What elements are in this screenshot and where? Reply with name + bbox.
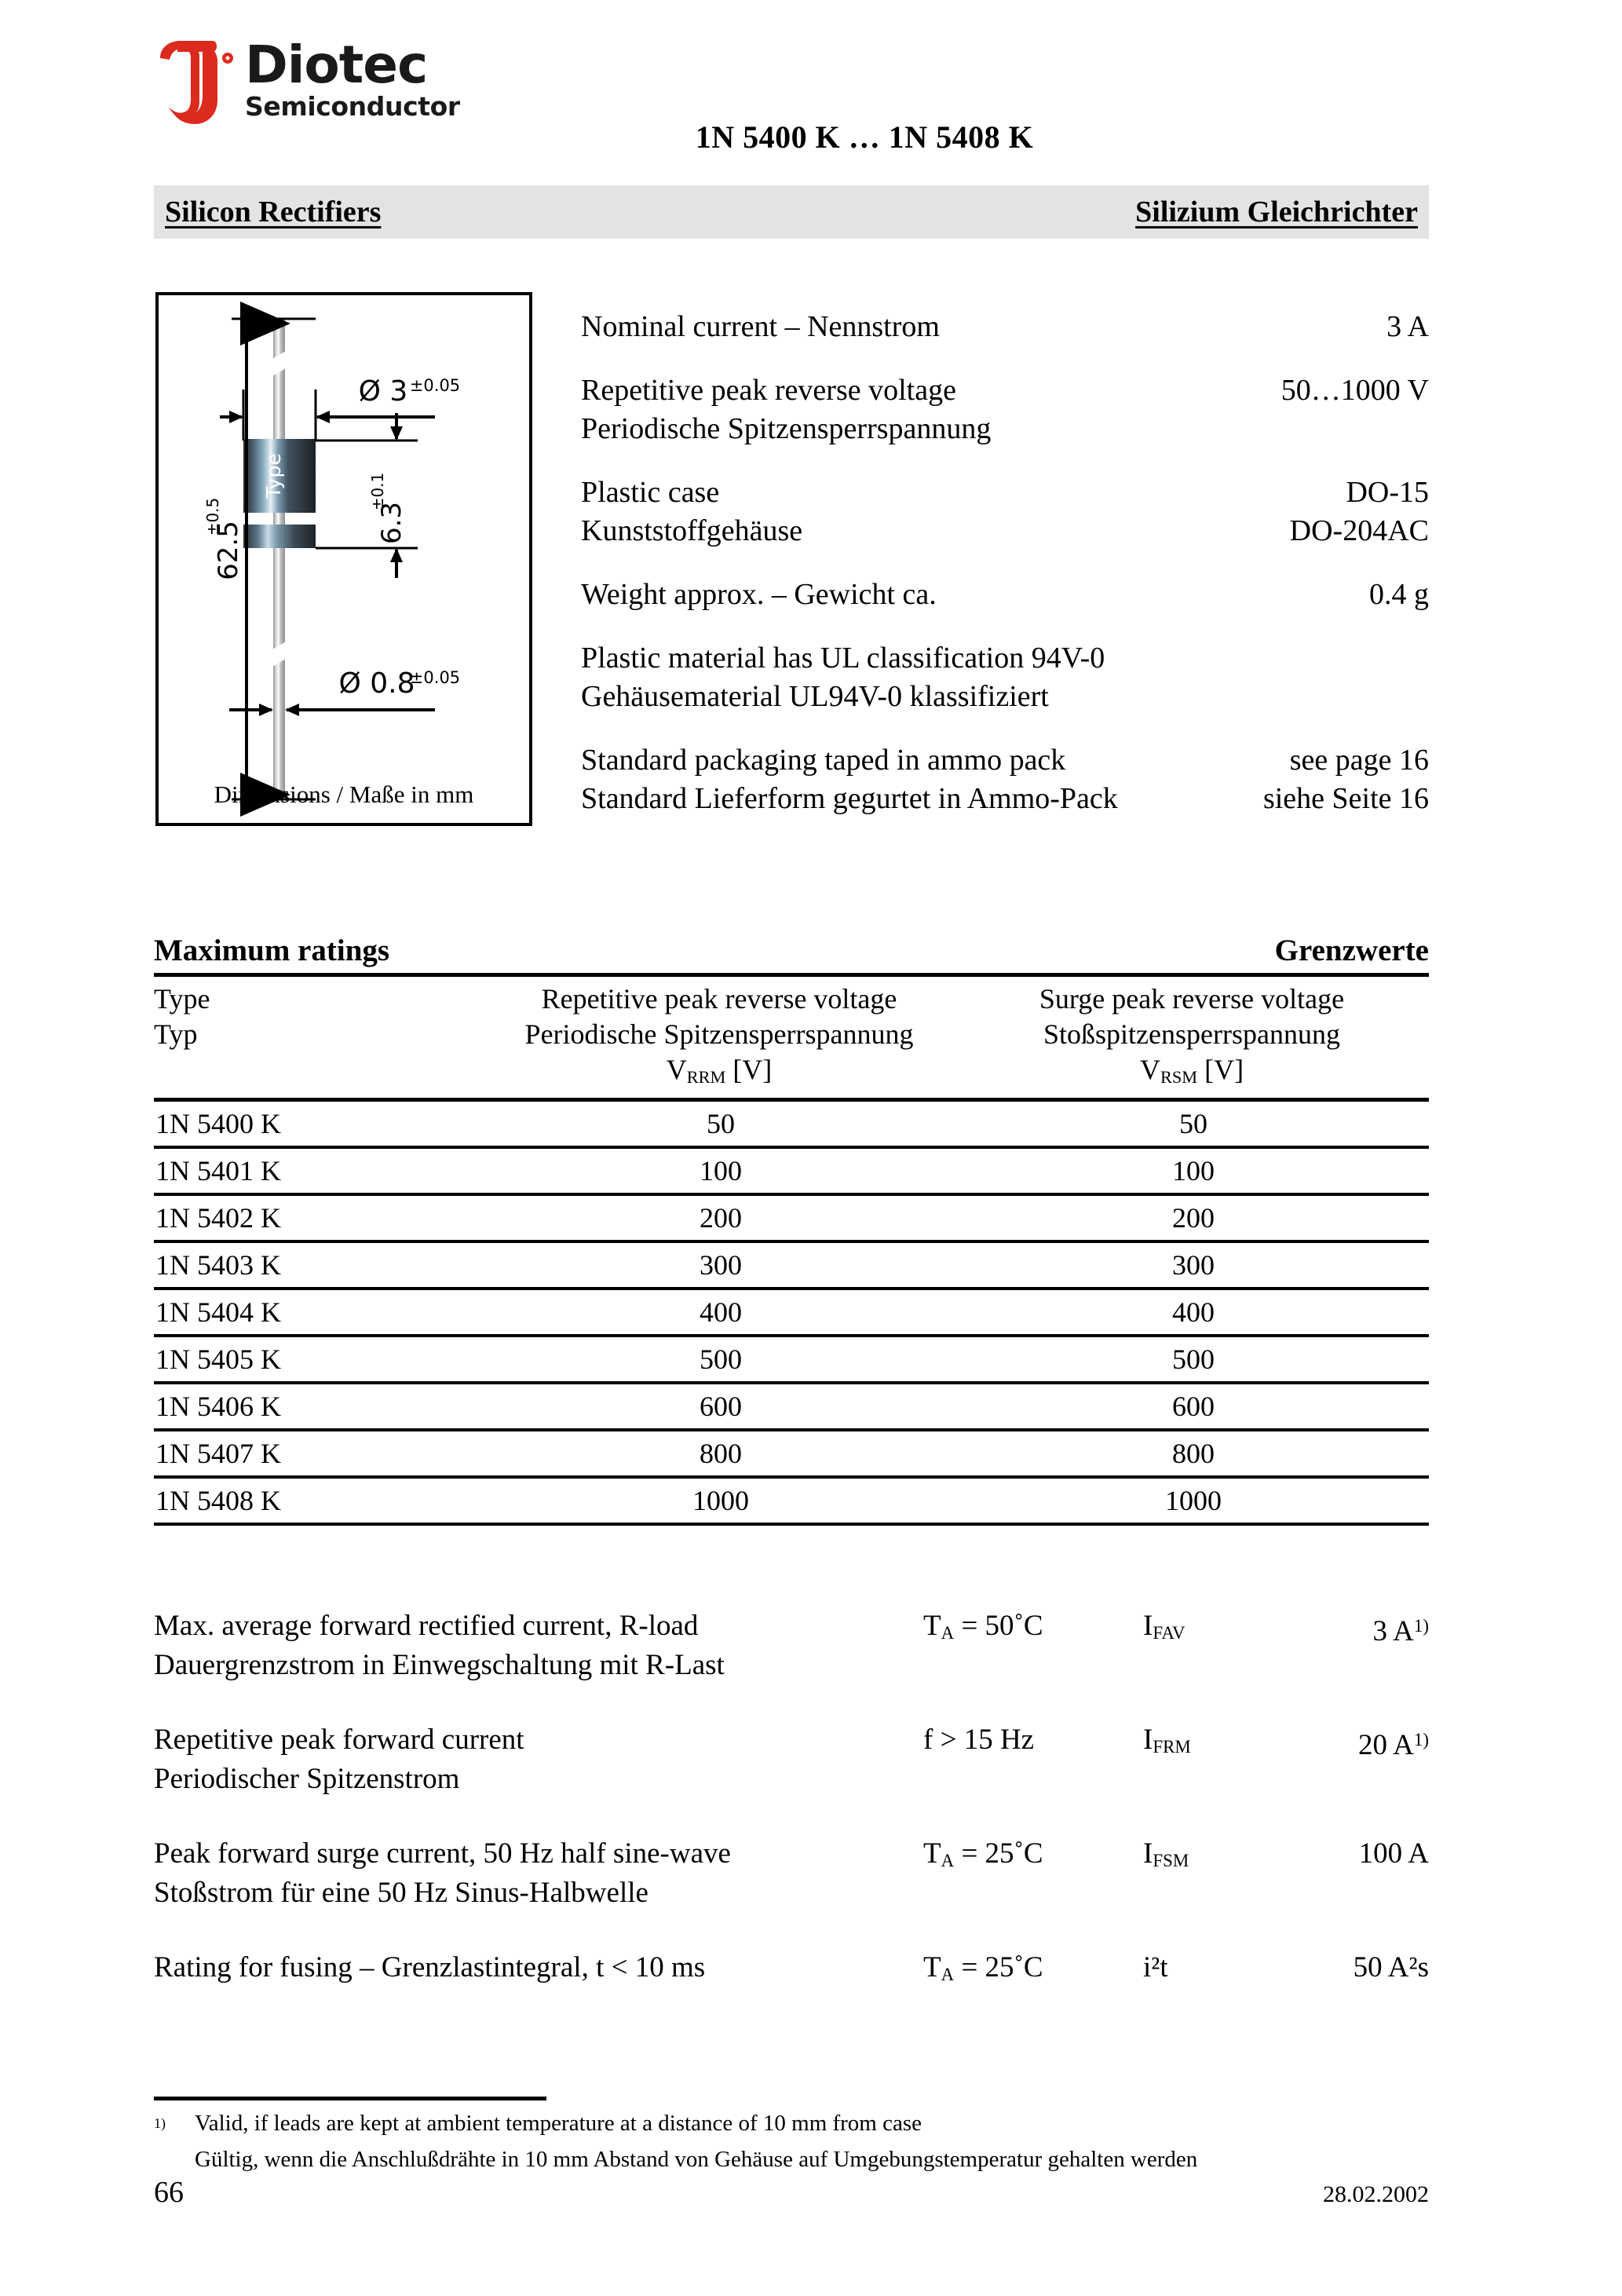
- ratings-heading-de: Grenzwerte: [1274, 934, 1429, 967]
- parameter-description-en: Max. average forward rectified current, R-load: [154, 1610, 699, 1642]
- col-type-en: Type: [154, 983, 210, 1015]
- parameter-description: [154, 1720, 923, 1799]
- spec-row: [581, 576, 1429, 614]
- svg-text:±0.05: ±0.05: [409, 376, 461, 395]
- table-cell-vrsm: 400: [1172, 1296, 1215, 1328]
- spec-row: [581, 473, 1429, 512]
- spec-value: DO-15: [1346, 476, 1429, 509]
- parameter-condition: $T_A$ = 25˚C: [923, 1837, 1043, 1871]
- page-header: [154, 35, 1429, 155]
- table-cell-type: 1N 5402 K: [155, 1201, 281, 1234]
- table-cell-vrsm: 200: [1172, 1201, 1215, 1234]
- col-vrsm-symbol: $V_{RSM}$ [V]: [1139, 1054, 1244, 1087]
- svg-text:±0.1: ±0.1: [368, 472, 387, 511]
- table-cell-vrsm: 50: [1179, 1107, 1207, 1139]
- parameter-description-en: Repetitive peak forward current: [154, 1724, 524, 1756]
- spec-group: [581, 576, 1429, 614]
- brand-tagline: Semiconductor: [245, 91, 460, 122]
- drawing-caption: Dimensions / Maße in mm: [214, 781, 474, 808]
- table-cell-vrrm: 600: [700, 1390, 742, 1422]
- table-cell-vrsm: 100: [1172, 1154, 1215, 1186]
- table-cell-vrrm: 400: [700, 1296, 742, 1328]
- table-cell-vrsm: 1000: [1165, 1484, 1222, 1516]
- maximum-ratings-table: [154, 933, 1429, 1526]
- footnote-text-de: Gültig, wenn die Anschlußdrähte in 10 mm Abstand von Gehäuse auf Umgebungstemperatur gehalten werden: [195, 2146, 1198, 2172]
- parameter-description-en: Rating for fusing – Grenzlastintegral, t < 10 ms: [154, 1951, 706, 1983]
- page-title: 1N 5400 K … 1N 5408 K: [695, 119, 1034, 155]
- svg-text:Ø 0.8: Ø 0.8: [338, 667, 415, 700]
- spec-group: [581, 308, 1429, 346]
- table-cell-vrsm: 500: [1172, 1343, 1215, 1375]
- electrical-parameters: [154, 1607, 1429, 2030]
- table-cell-type: 1N 5408 K: [155, 1484, 281, 1516]
- table-column-headers: [154, 977, 1429, 1098]
- table-cell-vrsm: 300: [1172, 1249, 1215, 1281]
- package-drawing: [155, 292, 532, 826]
- spec-row: [581, 410, 1429, 448]
- footnote: [154, 2108, 1429, 2175]
- spec-value: DO-204AC: [1289, 514, 1429, 547]
- parameter-description-de: Stoßstrom für eine 50 Hz Sinus-Halbwelle: [154, 1877, 648, 1909]
- ratings-rows: [154, 1102, 1429, 1526]
- parameter-block: [154, 1607, 1429, 1685]
- parameter-block: [154, 1948, 1429, 1994]
- table-cell-vrsm: 800: [1172, 1437, 1215, 1469]
- spec-group: [581, 473, 1429, 550]
- table-cell-type: 1N 5400 K: [155, 1107, 281, 1139]
- footnote-text-en: Valid, if leads are kept at ambient temperature at a distance of 10 mm from case: [195, 2111, 922, 2136]
- spec-row: [581, 780, 1429, 818]
- col-vrsm-de: Stoßspitzensperrspannung: [1043, 1018, 1340, 1050]
- footnote-divider: [154, 2097, 546, 2100]
- spec-group: [581, 371, 1429, 448]
- table-cell-vrrm: 100: [700, 1154, 742, 1186]
- parameter-description: [154, 1607, 923, 1685]
- parameter-block: [154, 1834, 1429, 1913]
- spec-value: 50…1000 V: [1280, 374, 1429, 407]
- spec-label: Periodische Spitzensperrspannung: [581, 412, 992, 445]
- parameter-footnote-ref: 1): [1413, 1730, 1429, 1749]
- parameter-symbol: $I_{FAV}$: [1143, 1610, 1185, 1643]
- table-cell-type: 1N 5406 K: [155, 1390, 281, 1422]
- spec-row: [581, 639, 1429, 678]
- specifications-list: [581, 308, 1429, 843]
- table-cell-vrrm: 500: [700, 1343, 742, 1375]
- revision-date: 28.02.2002: [1323, 2181, 1429, 2207]
- parameter-footnote-ref: 1): [1413, 1616, 1429, 1636]
- footnote-marker: 1): [154, 2115, 166, 2131]
- parameter-condition: f > 15 Hz: [923, 1724, 1035, 1756]
- table-cell-vrrm: 1000: [692, 1484, 749, 1516]
- parameter-symbol: $I_{FRM}$: [1143, 1724, 1191, 1757]
- parameter-value: 100 A: [1358, 1837, 1429, 1870]
- footnote-marker-spacer: [154, 2144, 195, 2175]
- spec-group: [581, 639, 1429, 716]
- table-row: [154, 1337, 1429, 1381]
- parameter-symbol: i²t: [1143, 1951, 1168, 1983]
- svg-text:Ø 3: Ø 3: [358, 375, 408, 408]
- page-footer: [154, 2175, 1429, 2210]
- spec-label: Nominal current – Nennstrom: [581, 310, 940, 343]
- spec-row: [581, 371, 1429, 410]
- spec-value: siehe Seite 16: [1262, 782, 1429, 815]
- spec-label: Plastic case: [581, 476, 720, 509]
- spec-label: Standard Lieferform gegurtet in Ammo-Pack: [581, 782, 1118, 815]
- table-row: [154, 1149, 1429, 1193]
- spec-label: Standard packaging taped in ammo pack: [581, 744, 1066, 777]
- parameter-description: [154, 1834, 923, 1913]
- section-title-de: Silizium Gleichrichter: [1135, 196, 1418, 229]
- parameter-value: 50 A²s: [1353, 1951, 1429, 1983]
- page-number: 66: [154, 2176, 184, 2209]
- table-cell-type: 1N 5404 K: [155, 1296, 281, 1328]
- ratings-heading-en: Maximum ratings: [154, 934, 390, 967]
- spec-row: [581, 741, 1429, 780]
- spec-label: Weight approx. – Gewicht ca.: [581, 578, 937, 611]
- diotec-logo-icon: [154, 36, 239, 129]
- ratings-heading: [154, 933, 1429, 973]
- svg-text:±0.5: ±0.5: [203, 497, 222, 536]
- brand-name: Diotec: [245, 35, 428, 95]
- spec-label: Kunststoffgehäuse: [581, 514, 803, 547]
- table-cell-vrrm: 300: [700, 1249, 742, 1281]
- table-row: [154, 1196, 1429, 1240]
- parameter-block: [154, 1720, 1429, 1799]
- parameter-symbol: $I_{FSM}$: [1143, 1837, 1189, 1871]
- svg-text:±0.05: ±0.05: [409, 668, 461, 687]
- parameter-description: [154, 1948, 923, 1987]
- spec-value: 0.4 g: [1369, 578, 1429, 611]
- spec-label: Plastic material has UL classification 94V-0: [581, 642, 1105, 675]
- table-row: [154, 1102, 1429, 1146]
- spec-label: Repetitive peak reverse voltage: [581, 374, 956, 407]
- section-title-band: [154, 185, 1429, 239]
- spec-row: [581, 512, 1429, 550]
- table-cell-vrrm: 50: [707, 1107, 735, 1139]
- parameter-condition: $T_A$ = 25˚C: [923, 1951, 1043, 1985]
- svg-text:62.5: 62.5: [213, 521, 244, 580]
- table-row: [154, 1431, 1429, 1475]
- table-row: [154, 1243, 1429, 1287]
- parameter-description-en: Peak forward surge current, 50 Hz half sine-wave: [154, 1837, 731, 1870]
- parameter-description-de: Dauergrenzstrom in Einwegschaltung mit R-Last: [154, 1649, 725, 1681]
- spec-value: see page 16: [1289, 744, 1429, 777]
- table-cell-vrrm: 800: [700, 1437, 742, 1469]
- table-cell-type: 1N 5407 K: [155, 1437, 281, 1469]
- brand-wordmark: [245, 36, 460, 121]
- parameter-description-de: Periodischer Spitzenstrom: [154, 1763, 460, 1795]
- spec-group: [581, 741, 1429, 818]
- package-drawing-svg: [159, 295, 529, 823]
- spec-row: [581, 308, 1429, 346]
- col-vrrm-de: Periodische Spitzensperrspannung: [524, 1018, 914, 1050]
- col-type-de: Typ: [154, 1018, 198, 1050]
- spec-row: [581, 678, 1429, 716]
- table-cell-vrrm: 200: [700, 1201, 742, 1234]
- table-cell-type: 1N 5405 K: [155, 1343, 281, 1375]
- spec-label: Gehäusematerial UL94V-0 klassifiziert: [581, 680, 1049, 713]
- col-vrsm-en: Surge peak reverse voltage: [1039, 983, 1345, 1015]
- parameter-condition: $T_A$ = 50˚C: [923, 1610, 1043, 1643]
- parameter-value: 3 $A^{1)}$: [1372, 1615, 1429, 1647]
- brand-logo: [154, 36, 460, 129]
- table-cell-vrsm: 600: [1172, 1390, 1215, 1422]
- table-row: [154, 1290, 1429, 1334]
- table-cell-type: 1N 5401 K: [155, 1154, 281, 1186]
- table-row-rule: [154, 1523, 1429, 1526]
- table-cell-type: 1N 5403 K: [155, 1249, 281, 1281]
- table-row: [154, 1479, 1429, 1523]
- col-vrrm-symbol: $V_{RRM}$ [V]: [666, 1054, 773, 1087]
- section-title-en: Silicon Rectifiers: [165, 196, 382, 229]
- table-row: [154, 1384, 1429, 1428]
- parameter-value: 20 $A^{1)}$: [1357, 1729, 1429, 1761]
- spec-value: 3 A: [1386, 310, 1429, 343]
- svg-text:6.3: 6.3: [376, 501, 407, 545]
- col-vrrm-en: Repetitive peak reverse voltage: [541, 983, 897, 1015]
- svg-text:Type: Type: [262, 453, 285, 499]
